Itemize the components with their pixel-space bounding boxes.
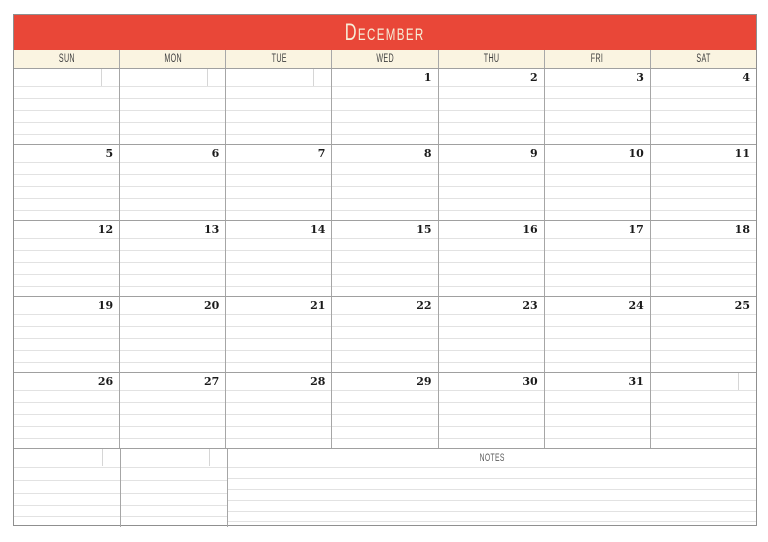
date-number — [313, 69, 331, 86]
extra-day-cell — [120, 449, 227, 527]
day-cell — [331, 145, 437, 220]
dow-cell-wed — [331, 50, 437, 68]
date-number — [738, 373, 756, 390]
date-number: 12 — [97, 223, 114, 236]
day-cell — [544, 69, 650, 144]
ruled-line — [228, 478, 756, 479]
day-cell — [438, 145, 544, 220]
date-number: 28 — [310, 375, 326, 388]
date-number: 6 — [211, 147, 220, 160]
week-row-2 — [14, 145, 756, 221]
dow-cell-sat — [650, 50, 756, 68]
ruled-line — [228, 521, 756, 522]
date-number: 3 — [636, 71, 644, 84]
day-cell — [119, 221, 225, 296]
notes-block — [14, 449, 756, 527]
date-number: 8 — [423, 147, 432, 160]
dow-cell-tue — [225, 50, 331, 68]
date-number: 24 — [628, 299, 644, 312]
day-cell — [544, 145, 650, 220]
dow-label-thu: THU — [483, 53, 499, 65]
date-number: 7 — [317, 147, 326, 160]
notes-area — [227, 449, 756, 527]
ruled-line — [228, 489, 756, 490]
ruled-line — [228, 511, 756, 512]
date-number: 31 — [628, 375, 644, 388]
date-number: 23 — [522, 299, 538, 312]
day-of-week-header-row — [14, 50, 756, 69]
day-cell — [438, 297, 544, 372]
dow-cell-mon — [119, 50, 225, 68]
day-cell — [438, 221, 544, 296]
date-number: 2 — [530, 71, 538, 84]
extra-day-cell — [14, 449, 120, 527]
date-number: 5 — [105, 147, 114, 160]
day-cell — [119, 69, 225, 144]
day-cell — [119, 297, 225, 372]
dow-cell-fri — [544, 50, 650, 68]
day-cell — [119, 145, 225, 220]
day-cell — [650, 297, 756, 372]
day-cell — [14, 69, 119, 144]
dow-label-wed: WED — [376, 53, 394, 65]
day-cell — [331, 221, 437, 296]
day-cell — [225, 373, 331, 448]
month-title: December — [345, 18, 425, 46]
date-number: 4 — [742, 71, 750, 84]
december-calendar-sheet — [13, 14, 757, 526]
date-number: 17 — [628, 223, 644, 236]
week-row-1 — [14, 69, 756, 145]
week-row-4 — [14, 297, 756, 373]
day-cell — [225, 297, 331, 372]
dow-label-tue: TUE — [271, 53, 287, 65]
dow-cell-thu — [438, 50, 544, 68]
notes-left-columns — [14, 449, 227, 527]
dow-cell-sun — [14, 50, 119, 68]
day-cell — [544, 221, 650, 296]
day-cell — [14, 221, 119, 296]
day-cell — [14, 297, 119, 372]
date-number: 19 — [97, 299, 114, 312]
dow-label-sun: SUN — [58, 53, 75, 65]
ruled-line — [228, 467, 756, 468]
date-number: 1 — [423, 71, 432, 84]
day-cell — [14, 145, 119, 220]
notes-label: NOTES — [479, 452, 505, 464]
date-number: 25 — [734, 299, 750, 312]
day-cell — [650, 373, 756, 448]
date-number: 22 — [416, 299, 432, 312]
notes-title-row — [228, 449, 756, 467]
day-cell — [225, 69, 331, 144]
day-cell — [225, 145, 331, 220]
date-number: 11 — [734, 147, 750, 160]
dow-label-sat: SAT — [696, 53, 711, 65]
date-number — [101, 69, 119, 86]
date-number: 20 — [203, 299, 220, 312]
day-cell — [544, 373, 650, 448]
month-header-banner — [14, 15, 756, 50]
day-cell — [331, 69, 437, 144]
day-cell — [119, 373, 225, 448]
date-number — [207, 69, 225, 86]
date-number: 26 — [97, 375, 114, 388]
day-cell — [650, 221, 756, 296]
day-cell — [331, 373, 437, 448]
dow-label-mon: MON — [163, 53, 182, 65]
date-number: 13 — [203, 223, 220, 236]
date-number: 18 — [734, 223, 750, 236]
day-cell — [331, 297, 437, 372]
date-number: 27 — [203, 375, 220, 388]
date-number: 16 — [522, 223, 538, 236]
day-cell — [225, 221, 331, 296]
empty-date-box — [102, 449, 120, 466]
week-row-5 — [14, 373, 756, 449]
day-cell — [650, 69, 756, 144]
date-number: 9 — [530, 147, 538, 160]
date-number: 21 — [310, 299, 326, 312]
dow-label-fri: FRI — [591, 53, 604, 65]
date-number: 30 — [522, 375, 538, 388]
week-row-3 — [14, 221, 756, 297]
date-number: 15 — [416, 223, 432, 236]
date-number: 29 — [416, 375, 432, 388]
date-number: 10 — [628, 147, 644, 160]
day-cell — [650, 145, 756, 220]
empty-date-box — [209, 449, 227, 466]
day-cell — [438, 373, 544, 448]
ruled-line — [228, 500, 756, 501]
date-number: 14 — [310, 223, 326, 236]
day-cell — [14, 373, 119, 448]
day-cell — [438, 69, 544, 144]
day-cell — [544, 297, 650, 372]
